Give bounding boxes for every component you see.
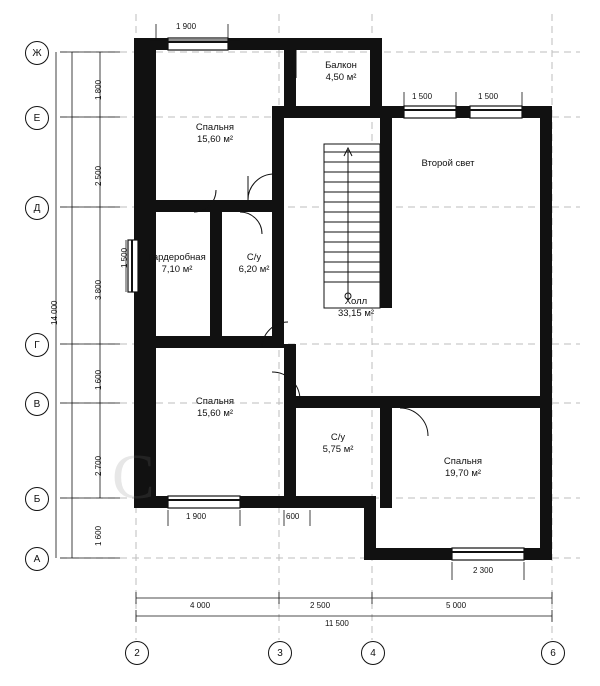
dim-top-1500-b: 1 500	[478, 92, 499, 101]
room-label-balcony: Балкон 4,50 м²	[325, 60, 357, 83]
axis-marker-g[interactable]: Г	[25, 333, 49, 357]
room-label-bedroom-2: Спальня 15,60 м²	[195, 396, 235, 419]
dim-top-1900: 1 900	[176, 22, 197, 31]
axis-marker-4[interactable]: 4	[361, 641, 385, 665]
dim-bottom-600: 600	[286, 512, 300, 521]
dim-bottom-total: 11 500	[325, 619, 349, 628]
staircase	[324, 144, 380, 308]
dim-left-1600-a: 1 600	[94, 369, 103, 390]
room-label-wardrobe: Гардеробная 7,10 м²	[148, 252, 206, 275]
dim-left-2500: 2 500	[94, 165, 103, 186]
dim-left-1600-b: 1 600	[94, 525, 103, 546]
dim-bottom-2500: 2 500	[310, 601, 331, 610]
axis-marker-b[interactable]: Б	[25, 487, 49, 511]
dim-left-2700: 2 700	[94, 455, 103, 476]
room-label-second-light: Второй свет	[421, 158, 475, 169]
room-label-bedroom-3: Спальня 19,70 м²	[443, 456, 483, 479]
axis-marker-a[interactable]: А	[25, 547, 49, 571]
axis-marker-3[interactable]: 3	[268, 641, 292, 665]
axis-marker-v[interactable]: В	[25, 392, 49, 416]
dim-left-1500: 1 500	[120, 247, 129, 268]
room-label-hall: Холл 33,15 м²	[337, 296, 375, 319]
dim-left-total: 14 000	[50, 300, 59, 325]
dim-left-3800: 3 800	[94, 279, 103, 300]
axis-marker-2[interactable]: 2	[125, 641, 149, 665]
axis-marker-6[interactable]: 6	[541, 641, 565, 665]
room-label-bathroom-1: С/у 6,20 м²	[238, 252, 270, 275]
room-label-bedroom-1: Спальня 15,60 м²	[195, 122, 235, 145]
dim-bottom-4000: 4 000	[190, 601, 211, 610]
dim-bottom-2300: 2 300	[473, 566, 494, 575]
axis-marker-e[interactable]: Е	[25, 106, 49, 130]
dim-left-1800: 1 800	[94, 79, 103, 100]
axis-marker-d[interactable]: Д	[25, 196, 49, 220]
dim-bottom-1900: 1 900	[186, 512, 207, 521]
dim-bottom-5000: 5 000	[446, 601, 467, 610]
room-label-bathroom-2: С/у 5,75 м²	[322, 432, 354, 455]
axis-marker-zh[interactable]: Ж	[25, 41, 49, 65]
dim-top-1500-a: 1 500	[412, 92, 433, 101]
